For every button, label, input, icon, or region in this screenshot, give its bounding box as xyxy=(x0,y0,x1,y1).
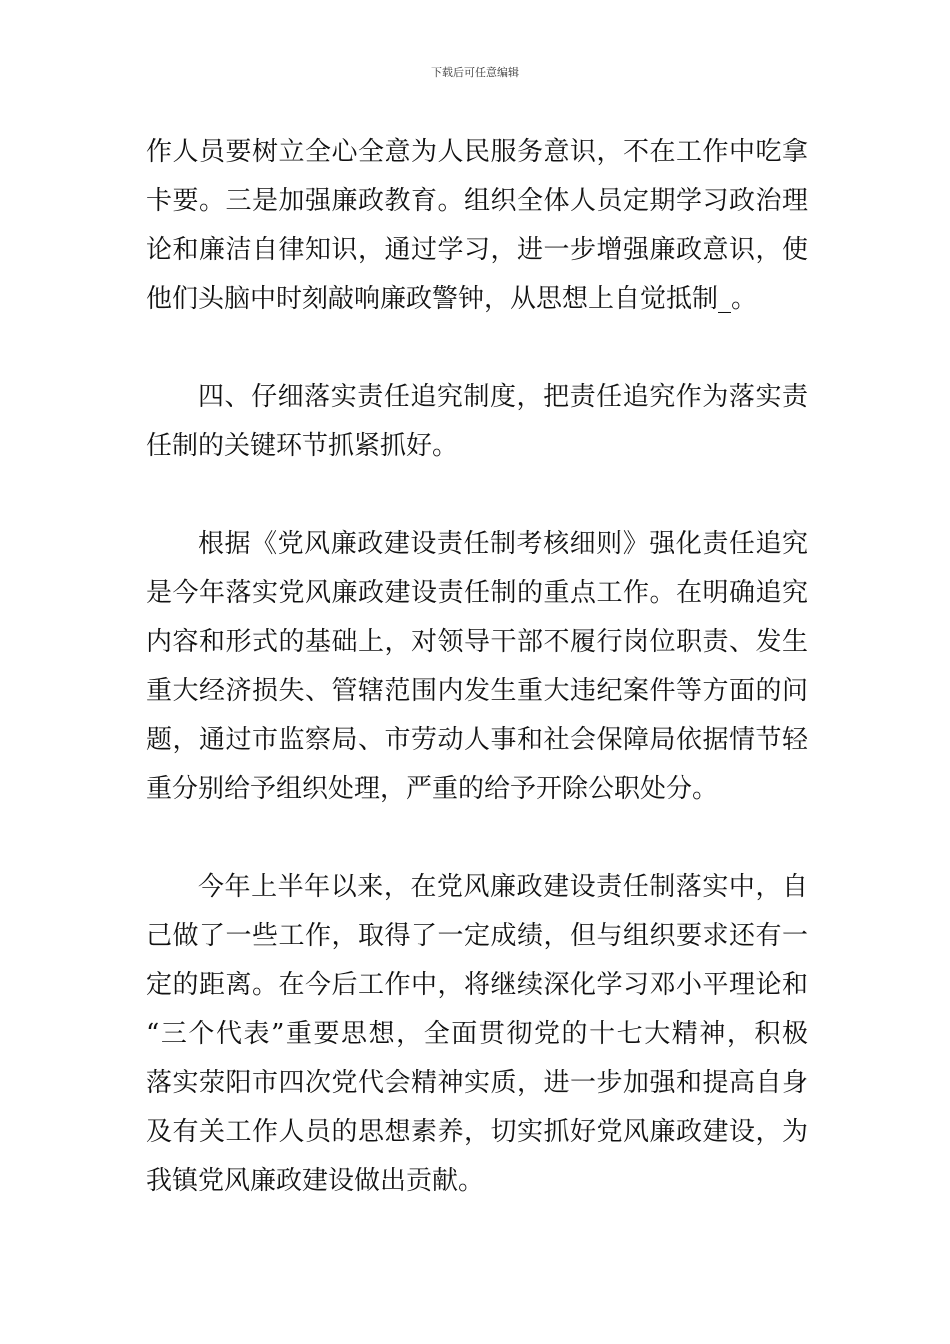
text-line: 作人员要树立全心全意为人民服务意识，不在工作中吃拿 xyxy=(146,137,808,167)
text-line: 今年上半年以来，在党风廉政建设责任制落实中，自 xyxy=(198,872,808,902)
text-line: 落实荥阳市四次党代会精神实质，进一步加强和提高自身 xyxy=(146,1068,808,1098)
paragraph xyxy=(146,373,808,471)
text-line: 他们头脑中时刻敲响廉政警钟，从思想上自觉抵制_。 xyxy=(146,284,758,314)
text-line: 及有关工作人员的思想素养，切实抓好党风廉政建设，为 xyxy=(146,1117,808,1147)
text-line: 定的距离。在今后工作中，将继续深化学习邓小平理论和 xyxy=(146,970,808,1000)
paragraph xyxy=(146,128,808,324)
text-line: 内容和形式的基础上，对领导干部不履行岗位职责、发生 xyxy=(146,627,808,657)
text-line: 我镇党风廉政建设做出贡献。 xyxy=(146,1166,485,1196)
text-line: 任制的关键环节抓紧抓好。 xyxy=(146,431,459,461)
page-header: 下载后可任意编辑 xyxy=(431,66,519,79)
paragraph xyxy=(146,863,808,1206)
paragraph xyxy=(146,520,808,814)
text-line: 己做了一些工作，取得了一定成绩，但与组织要求还有一 xyxy=(146,921,808,951)
text-line: 四、仔细落实责任追究制度，把责任追究作为落实责 xyxy=(198,382,808,412)
paragraph-gap xyxy=(146,814,808,863)
text-line: 是今年落实党风廉政建设责任制的重点工作。在明确追究 xyxy=(146,578,808,608)
paragraph-gap xyxy=(146,471,808,520)
text-line: “三个代表”重要思想，全面贯彻党的十七大精神，积极 xyxy=(146,1019,808,1049)
text-line: 卡要。三是加强廉政教育。组织全体人员定期学习政治理 xyxy=(146,186,808,216)
paragraph-gap xyxy=(146,324,808,373)
text-line: 根据《党风廉政建设责任制考核细则》强化责任追究 xyxy=(198,529,808,559)
text-line: 题，通过市监察局、市劳动人事和社会保障局依据情节轻 xyxy=(146,725,808,755)
text-line: 论和廉洁自律知识，通过学习，进一步增强廉政意识，使 xyxy=(146,235,808,265)
document-body xyxy=(146,128,808,1206)
text-line: 重分别给予组织处理，严重的给予开除公职处分。 xyxy=(146,774,719,804)
text-line: 重大经济损失、管辖范围内发生重大违纪案件等方面的问 xyxy=(146,676,808,706)
